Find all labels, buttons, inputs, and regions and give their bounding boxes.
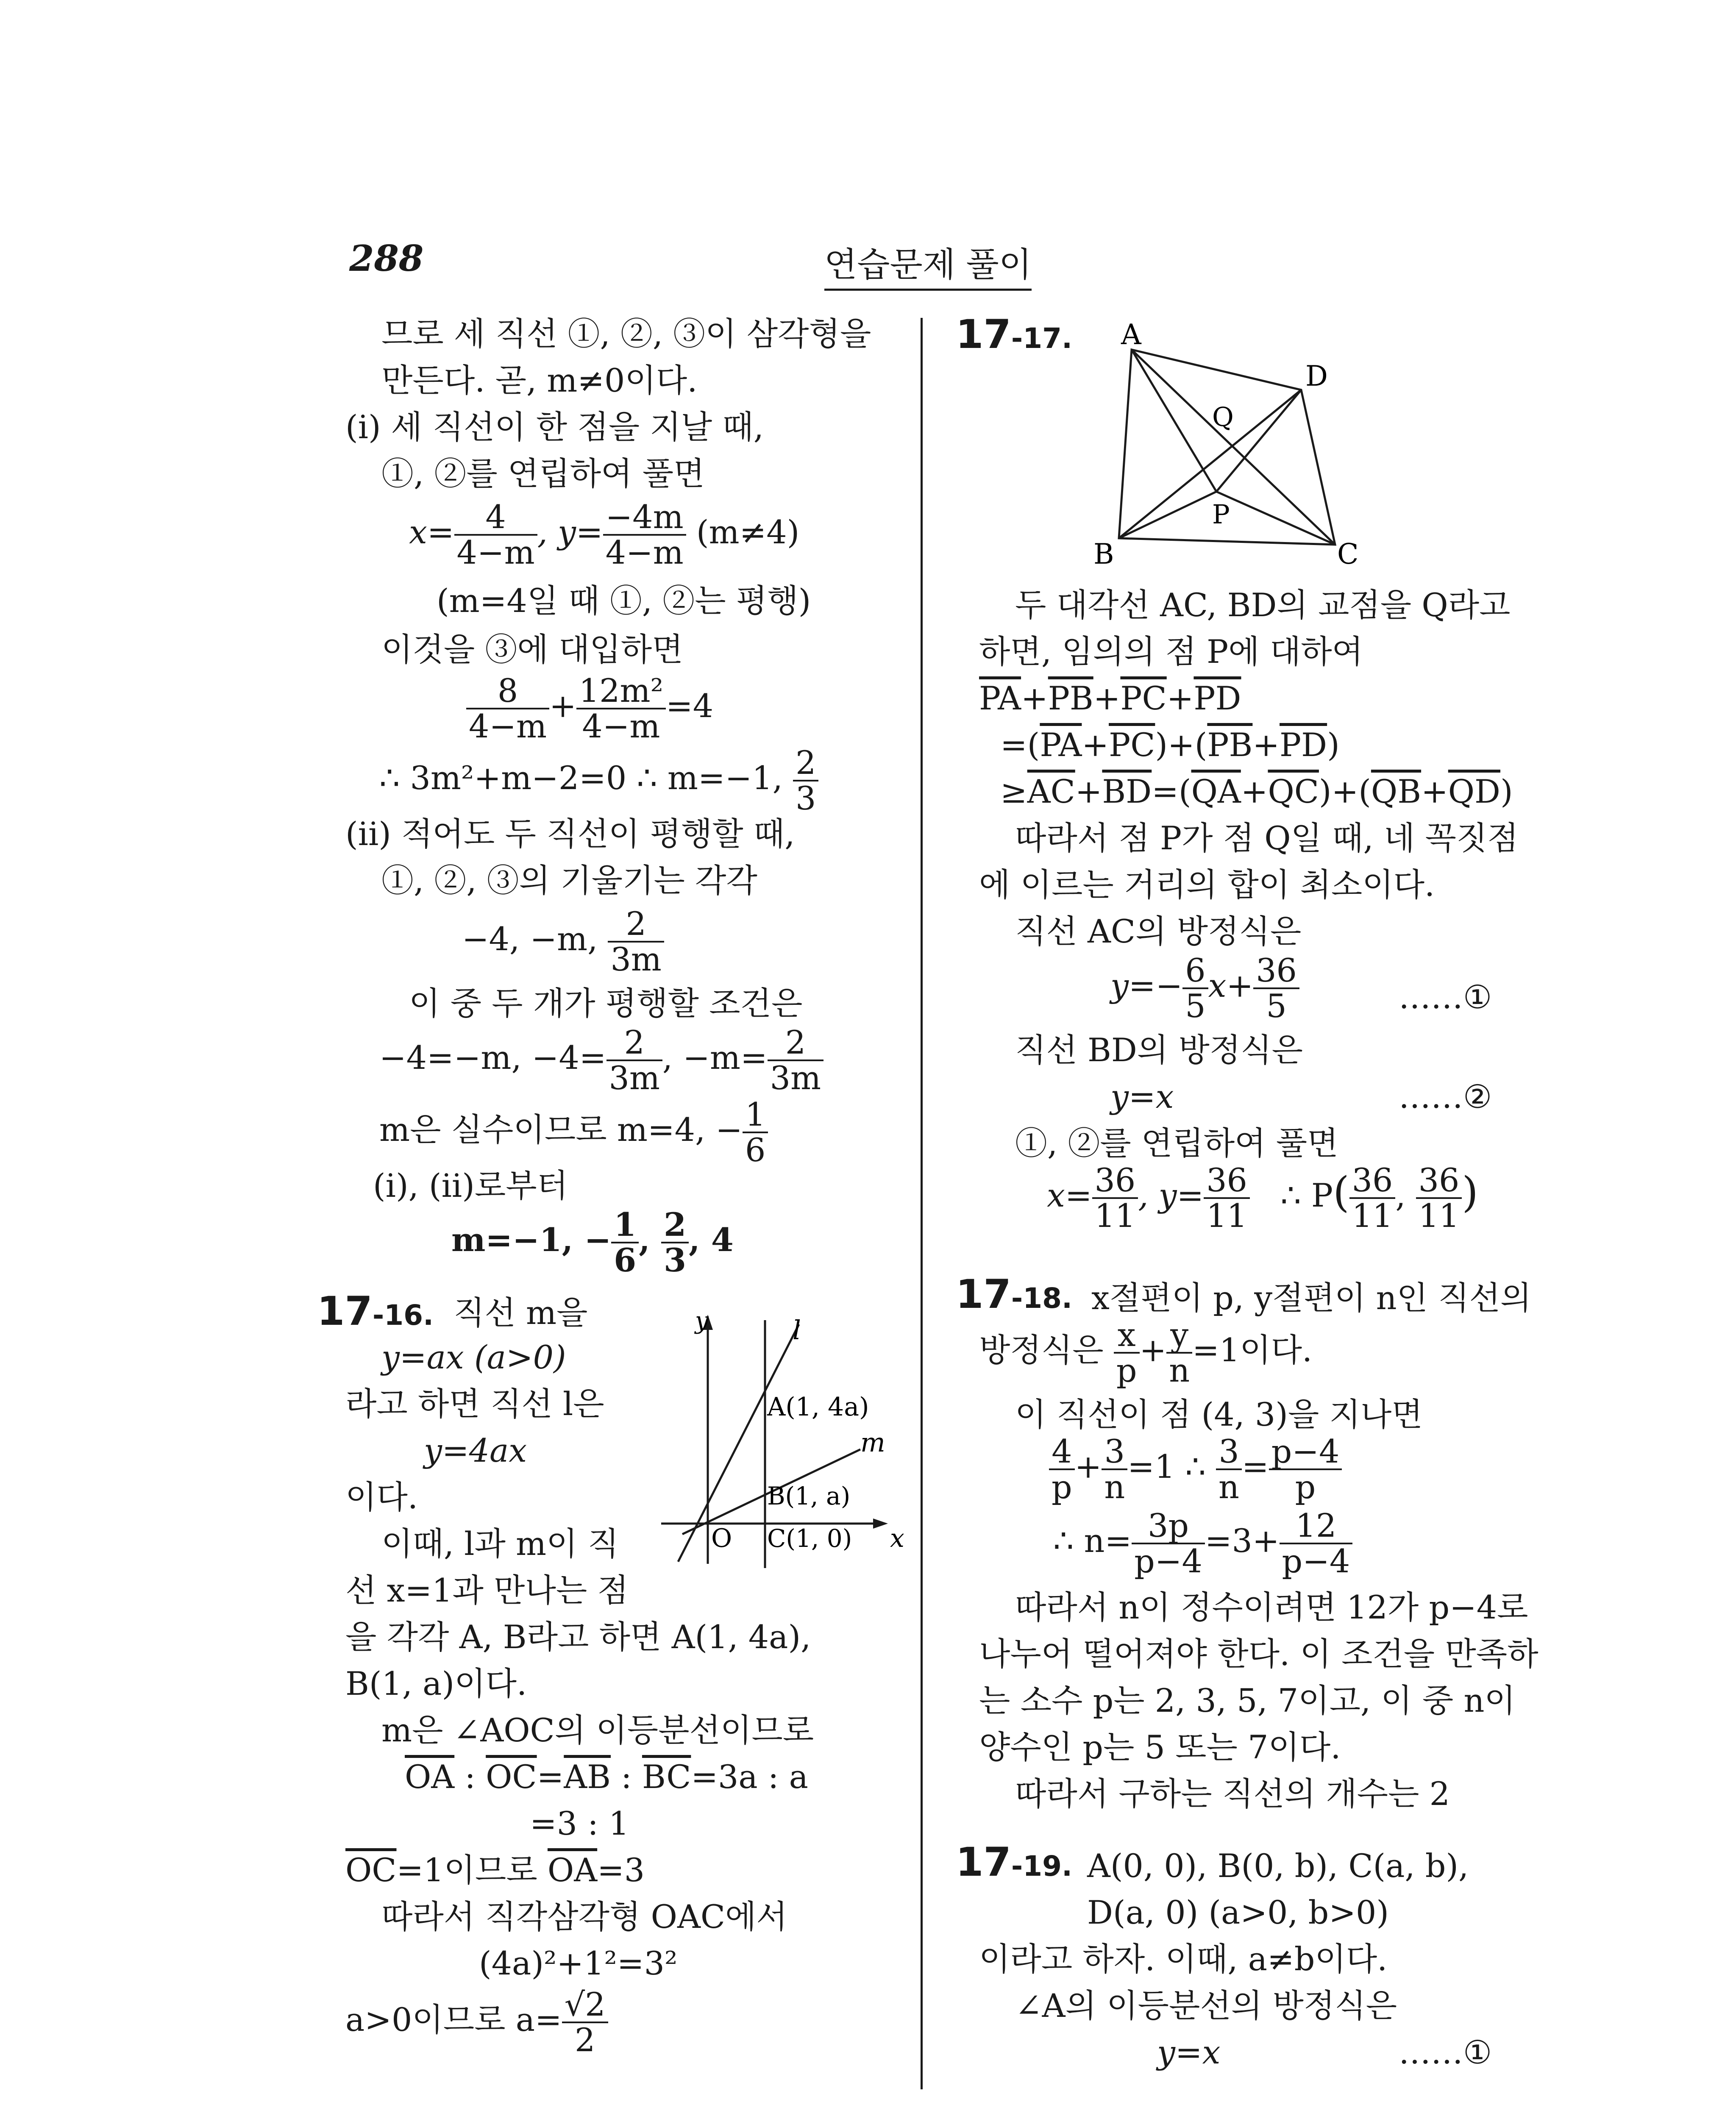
page-number: 288 [349,237,424,279]
text-line: 직선 m을 [453,1294,588,1332]
equation: x= $\frac{36}{11}$ , y= $\frac{36}{11}$ ∴ P( $\frac{36}{11}$ , $\frac{36}{11}$ ) [1047,1161,1478,1235]
text-line: 직선 BD의 방정식은 [1015,1031,1303,1069]
text-line: m은 ∠AOC의 이등분선이므로 [381,1711,814,1749]
text-line: ①, ②를 연립하여 풀면 [1015,1124,1338,1162]
text-line: D(a, 0) (a>0, b>0) [1087,1894,1389,1931]
diagonal-bd [1119,390,1301,538]
text-line: (i), (ii)로부터 [373,1167,568,1204]
text-line: 이라고 하자. 이때, a≠b이다. [979,1940,1388,1978]
problem-number: 17-16. [317,1288,434,1335]
vertex-b-label: B [1093,538,1114,568]
text-line: 므로 세 직선 ①, ②, ③이 삼각형을 [381,315,871,353]
problem-number: 17-18. [956,1271,1073,1318]
text-line: 나누어 떨어져야 한다. 이 조건을 만족하 [979,1635,1538,1673]
x-axis-label: x [890,1524,904,1553]
equation: (4a)²+1²=3² [479,1944,678,1982]
equation: $\frac{8}{4-m}$ + $\frac{\text{12m²}}{4-m}$ =4 [466,674,713,743]
text-line: y=ax (a>0) [381,1338,566,1376]
equation: $\overline{OA}$ : $\overline{OC}=\overline{AB}$ : $\overline{BC}=3a$ : a [405,1758,808,1796]
point-c-label: C(1, 0) [767,1524,852,1553]
equation: −4, −m, $\frac{2}{3m}$ [462,907,664,976]
problem-number: 17-19. [956,1839,1073,1885]
page-title: 연습문제 풀이 [824,237,1032,291]
text-line: 양수인 p는 5 또는 7이다. [979,1728,1341,1766]
equation: $=(\overline{PA}+\overline{PC})+(\overline{PB}+\overline{PD})$ [1000,726,1340,764]
column-divider [921,318,923,2089]
vertex-c-label: C [1337,538,1359,568]
text-line: (i) 세 직선이 한 점을 지날 때, [345,408,764,446]
coordinate-graph [653,1310,907,1568]
equation: m=−1, − $\frac{1}{6}$ , $\frac{2}{3}$ , 4 [451,1206,734,1279]
equation-tag: ……① [1399,978,1492,1016]
text-line: 이 중 두 개가 평행할 조건은 [409,984,803,1022]
text-line: 이다. [345,1478,418,1516]
vertex-d-label: D [1305,360,1328,392]
text-line: 직선 AC의 방정식은 [1015,912,1302,950]
text-line: 는 소수 p는 2, 3, 5, 7이고, 이 중 n이 [979,1682,1516,1719]
text-line: (m=4일 때 ①, ②는 평행) [437,582,811,620]
quadrilateral-figure [1085,314,1365,568]
text-line: (ii) 적어도 두 직선이 평행할 때, [345,815,795,853]
text-line: y=4ax [424,1432,527,1469]
equation: a>0이므로 a= $\frac{√2}{2}$ [345,1988,608,2057]
equation: m은 실수이므로 m=4, − $\frac{1}{6}$ [379,1098,768,1167]
text-line: 따라서 점 P가 점 Q일 때, 네 꼭짓점 [1015,819,1519,857]
y-axis-label: y [695,1310,709,1335]
problem-number: 17-17. [956,311,1073,358]
equation: $\overline{OC}=1$이므로 $\overline{OA}=3$ [345,1851,645,1889]
text-line: ①, ②를 연립하여 풀면 [381,455,705,492]
equation-tag: ……② [1399,1078,1492,1115]
text-line: 만든다. 곧, m≠0이다. [381,362,698,399]
text-line: ∠A의 이등분선의 방정식은 [1015,1987,1397,2024]
equation: $\ge\overline{AC}+\overline{BD}=(\overline{QA}+\overline{QC})+(\overline{QB}+\overline{QD})$ [1000,773,1513,810]
point-b-label: B(1, a) [767,1482,851,1510]
equation: $\overline{PA}+\overline{PB}+\overline{PC}+\overline{PD}$ [979,679,1241,717]
point-p-label: P [1212,499,1230,530]
text-line: ①, ②, ③의 기울기는 각각 [381,862,757,899]
equation: y=x [1157,2033,1221,2071]
equation: −4=−m, −4= $\frac{2}{3m}$ , −m= $\frac{2}{3m}$ [379,1026,823,1095]
equation: y=x [1110,1078,1174,1115]
point-a-label: A(1, 4a) [767,1392,869,1422]
text-line: 이때, l과 m이 직 [381,1525,619,1563]
text-line: 따라서 구하는 직선의 개수는 2 [1015,1775,1450,1813]
vertex-a-label: A [1121,318,1141,351]
text-line: 하면, 임의의 점 P에 대하여 [979,633,1363,670]
equation-tag: ……① [1399,2033,1492,2071]
text-line: 따라서 직각삼각형 OAC에서 [381,1898,787,1935]
equation: =3 : 1 [530,1805,629,1842]
text-line: 에 이르는 거리의 합이 최소이다. [979,866,1435,904]
text-line: 선 x=1과 만나는 점 [345,1571,629,1609]
text-line: x절편이 p, y절편이 n인 직선의 [1091,1279,1532,1317]
text-line: 따라서 n이 정수이려면 12가 p−4로 [1015,1588,1528,1626]
equation: x= $\frac{4}{4-m}$ , y= $\frac{-4m}{4-m}$ (m≠4) [409,498,800,571]
equation: ∴ n= $\frac{3p}{p-4}$ =3+ $\frac{12}{p-4}$ [1053,1509,1352,1578]
equation: 방정식은 $\frac{x}{p}$ + $\frac{y}{n}$ =1이다. [979,1316,1313,1389]
equation: y=− $\frac{6}{5}$ x+ $\frac{36}{5}$ [1110,954,1299,1023]
equation: $\frac{4}{p}$ + $\frac{3}{n}$ =1 ∴ $\frac{3}{n}$ = $\frac{p-4}{p}$ [1049,1435,1342,1504]
origin-label: O [711,1524,732,1553]
line-m-label: m [860,1427,885,1458]
line-l-label: l [793,1315,801,1346]
point-q-label: Q [1212,401,1234,432]
text-line: 이것을 ③에 대입하면 [381,631,683,668]
text-line: A(0, 0), B(0, b), C(a, b), [1087,1847,1469,1885]
equation: ∴ 3m²+m−2=0 ∴ m=−1, $\frac{2}{3}$ [379,746,818,815]
text-line: 을 각각 A, B라고 하면 A(1, 4a), [345,1618,811,1656]
diagonal-ac [1132,350,1335,545]
text-line: B(1, a)이다. [345,1665,527,1702]
text-line: 라고 하면 직선 l은 [345,1385,604,1423]
text-line: 두 대각선 AC, BD의 교점을 Q라고 [1015,586,1511,624]
text-line: 이 직선이 점 (4, 3)을 지나면 [1015,1396,1423,1433]
